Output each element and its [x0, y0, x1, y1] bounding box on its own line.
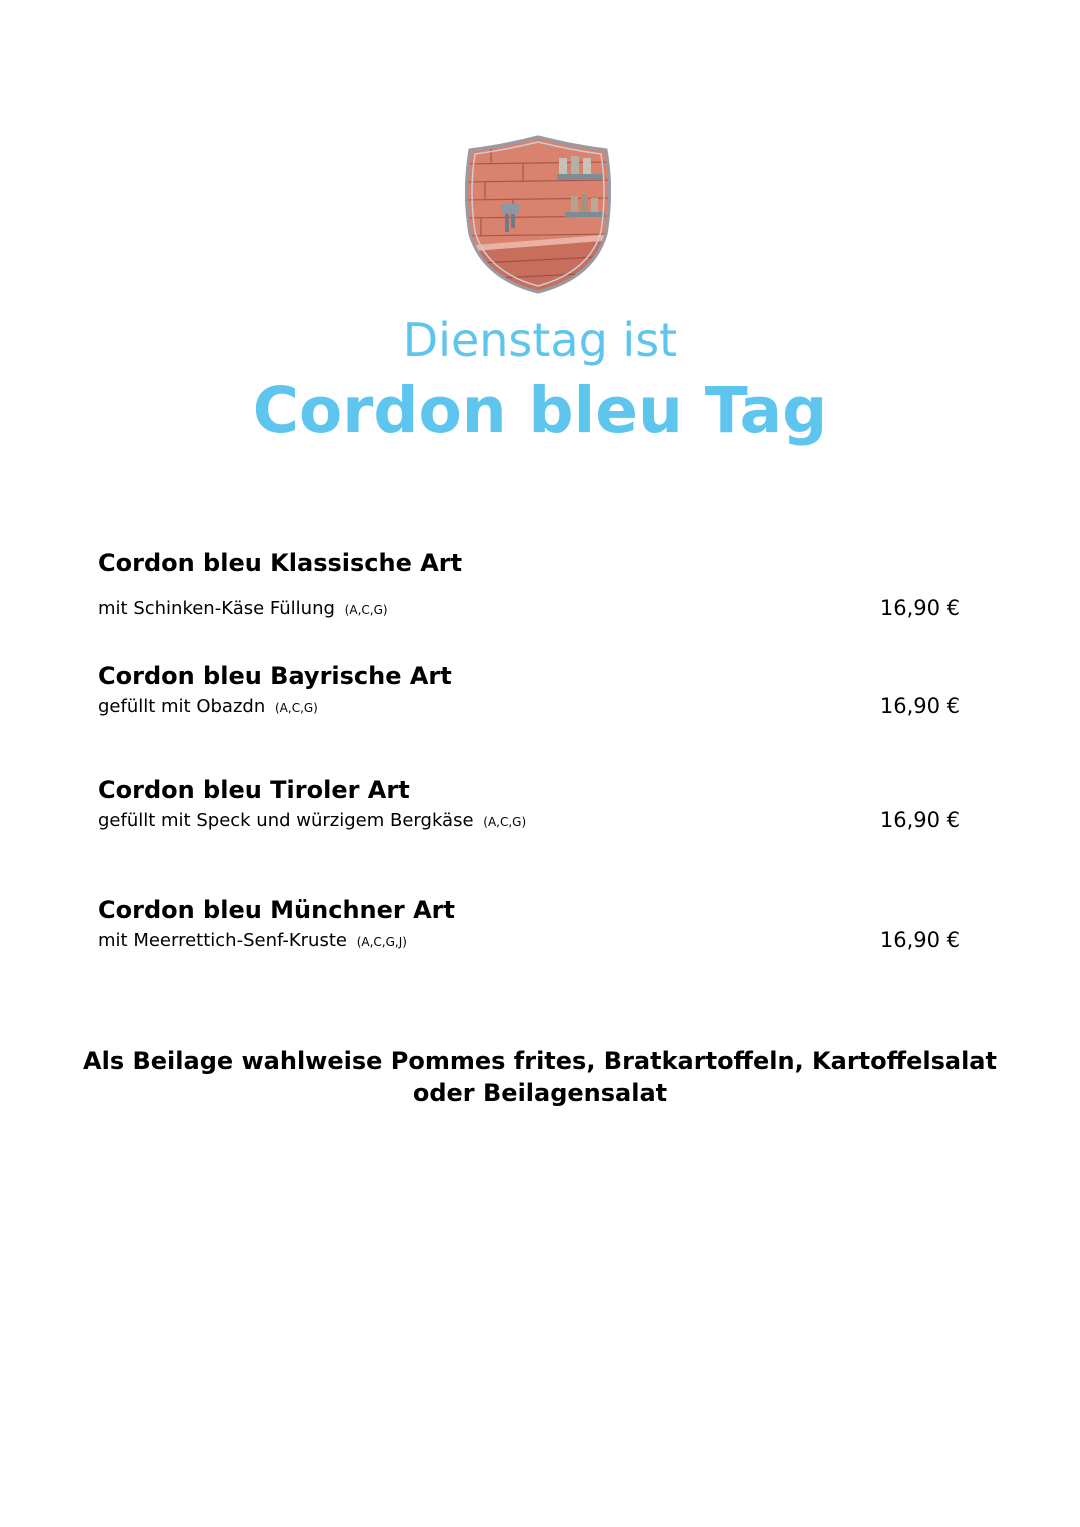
- menu-item-description-text: gefüllt mit Speck und würzigem Bergkäse: [98, 810, 474, 831]
- menu-item-allergens: (A,C,G): [274, 701, 318, 715]
- menu-item-allergens: (A,C,G): [483, 815, 527, 829]
- menu-item-description: [98, 696, 318, 719]
- menu-item-description-text: mit Schinken-Käse Füllung: [98, 598, 335, 619]
- menu-item-allergens: (A,C,G,J): [356, 935, 407, 949]
- menu-item-price: 16,90 €: [879, 808, 960, 832]
- restaurant-logo: [461, 134, 615, 298]
- side-dish-note-line: oder Beilagensalat: [412, 1079, 668, 1107]
- menu-item-name: Cordon bleu Klassische Art: [98, 549, 463, 577]
- menu-item-allergens: (A,C,G): [344, 603, 388, 617]
- menu-item: [98, 895, 962, 952]
- menu-item-description-text: gefüllt mit Obazdn: [98, 696, 266, 717]
- menu-item: [98, 661, 962, 718]
- menu-item-price: 16,90 €: [879, 928, 960, 952]
- menu-item-description: [98, 810, 526, 833]
- menu-item-description: [98, 930, 407, 953]
- menu-item-description-text: mit Meerrettich-Senf-Kruste: [98, 930, 347, 951]
- shield-logo-icon: [461, 134, 615, 298]
- menu-item-name: Cordon bleu Tiroler Art: [98, 776, 410, 804]
- side-dish-note-line: Als Beilage wahlweise Pommes frites, Bratkartoffeln, Kartoffelsalat: [83, 1047, 997, 1075]
- menu-item-price: 16,90 €: [879, 596, 960, 620]
- page-title: Cordon bleu Tag: [252, 374, 828, 447]
- page-subtitle: Dienstag ist: [402, 313, 678, 367]
- menu-item-description: [98, 598, 388, 621]
- menu-item-name: Cordon bleu Münchner Art: [98, 896, 455, 924]
- menu-item-price: 16,90 €: [879, 694, 960, 718]
- menu-item-name: Cordon bleu Bayrische Art: [98, 662, 452, 690]
- menu-item: [98, 548, 962, 620]
- menu-item: [98, 775, 962, 832]
- side-dish-note: [0, 1045, 1080, 1109]
